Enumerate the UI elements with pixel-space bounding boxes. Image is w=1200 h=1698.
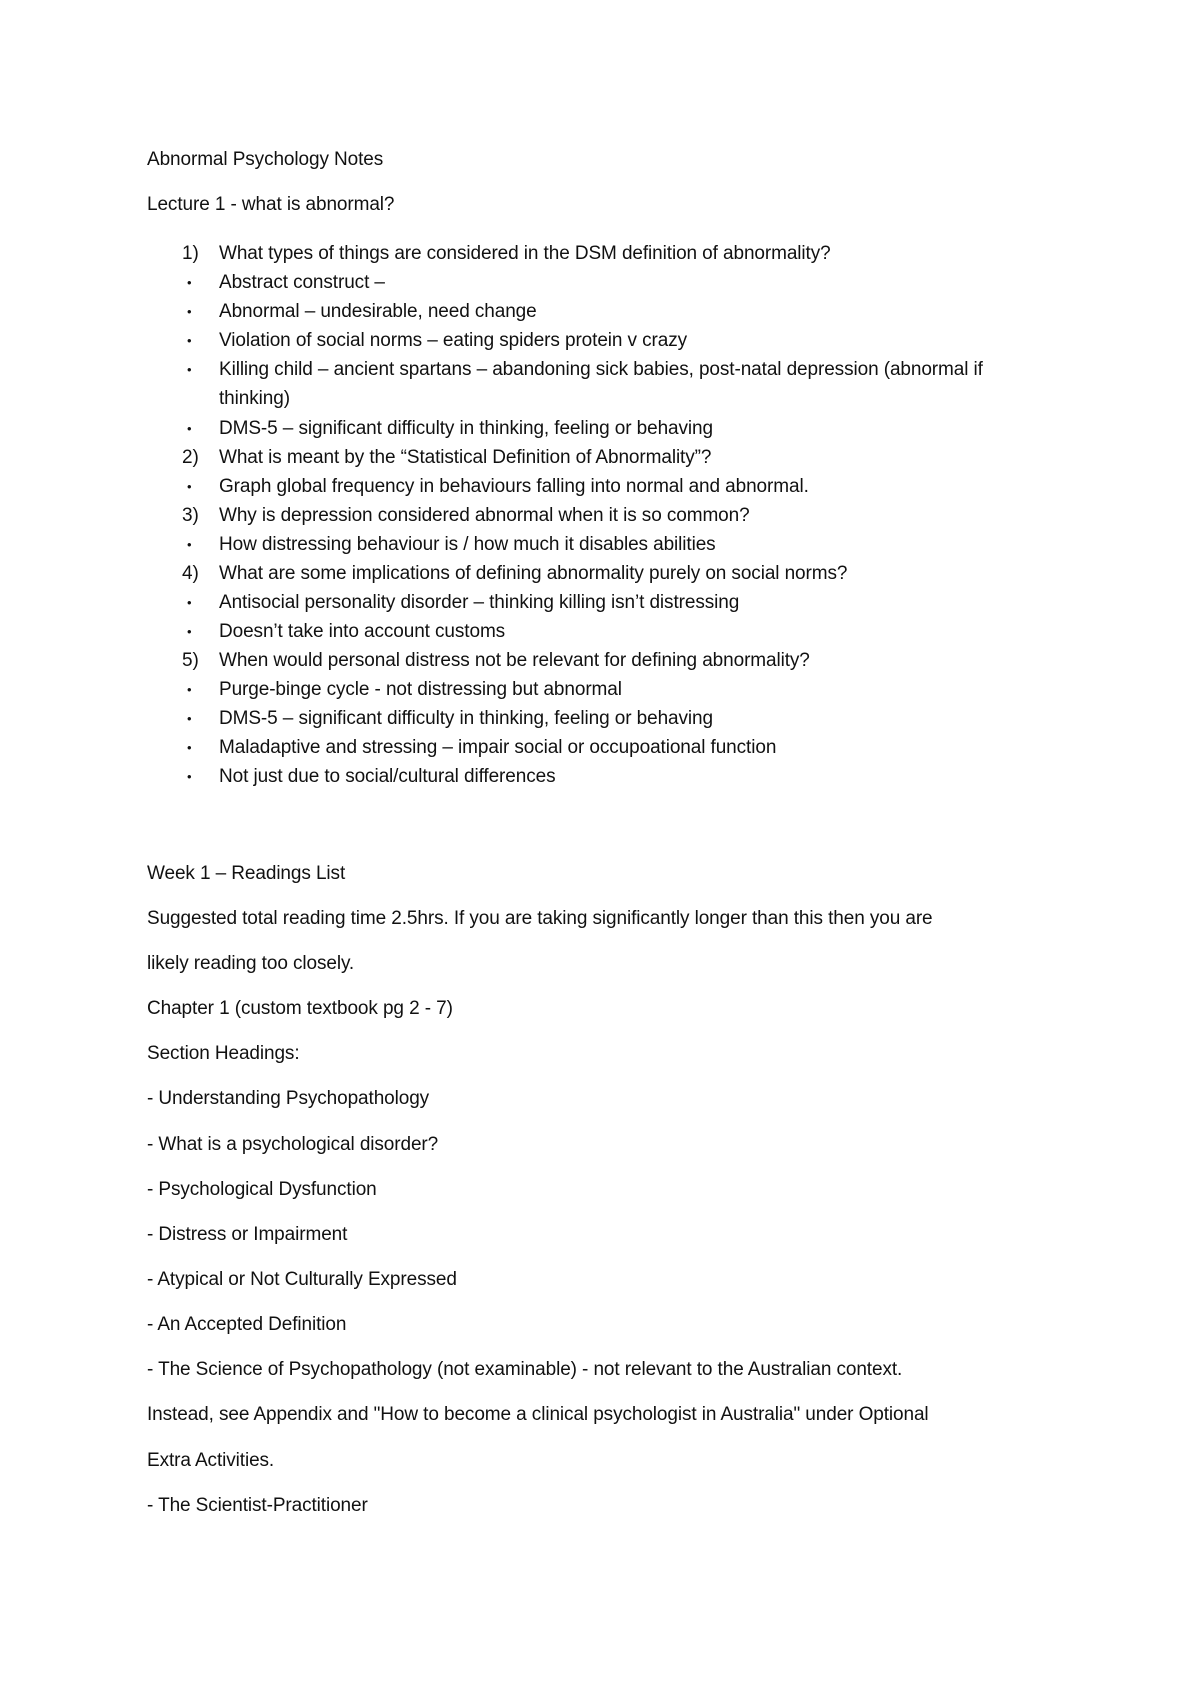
bullet-icon: • [187, 479, 192, 494]
lecture-heading: Lecture 1 - what is abnormal? [147, 194, 395, 215]
section-heading-item: - Understanding Psychopathology [147, 1088, 430, 1109]
bullet-item [147, 617, 1047, 646]
bullet-icon: • [187, 769, 192, 784]
bullet-item [147, 704, 1047, 733]
list-item-text: Why is depression considered abnormal when it is so common? [219, 505, 750, 526]
bullet-icon: • [187, 740, 192, 755]
list-marker: 5) [182, 650, 199, 671]
list-item-text: Graph global frequency in behaviours falling into normal and abnormal. [219, 476, 809, 497]
bullet-item [147, 733, 1047, 762]
bullet-icon: • [187, 275, 192, 290]
section-heading-item: - Psychological Dysfunction [147, 1179, 377, 1200]
bullet-icon: • [187, 304, 192, 319]
bullet-item [147, 268, 1047, 297]
section-heading-item: - What is a psychological disorder? [147, 1134, 439, 1155]
section-heading-item: - Atypical or Not Culturally Expressed [147, 1269, 457, 1290]
question-item [147, 239, 1047, 268]
bullet-item [147, 472, 1047, 501]
readings-line: Instead, see Appendix and "How to become a clinical psychologist in Australia" under Optional [147, 1404, 929, 1425]
bullet-icon: • [187, 537, 192, 552]
readings-line: likely reading too closely. [147, 953, 355, 974]
list-item-text: What are some implications of defining abnormality purely on social norms? [219, 563, 848, 584]
section-heading-item: - The Scientist-Practitioner [147, 1495, 368, 1516]
bullet-icon: • [187, 682, 192, 697]
list-marker: 4) [182, 563, 199, 584]
list-item-text: DMS-5 – significant difficulty in thinking, feeling or behaving [219, 708, 713, 729]
readings-line: Chapter 1 (custom textbook pg 2 - 7) [147, 998, 453, 1019]
bullet-icon: • [187, 362, 192, 377]
list-item-text: What types of things are considered in the DSM definition of abnormality? [219, 243, 831, 264]
readings-line: Suggested total reading time 2.5hrs. If you are taking significantly longer than this then you are [147, 908, 933, 929]
question-item [147, 501, 1047, 530]
bullet-item [147, 762, 1047, 791]
bullet-item [147, 675, 1047, 704]
list-item-text: Doesn’t take into account customs [219, 621, 506, 642]
list-item-text: Not just due to social/cultural differences [219, 766, 556, 787]
bullet-icon: • [187, 333, 192, 348]
question-item [147, 559, 1047, 588]
list-item-text: How distressing behaviour is / how much it disables abilities [219, 534, 716, 555]
readings-line: Section Headings: [147, 1043, 300, 1064]
bullet-icon: • [187, 624, 192, 639]
bullet-item [147, 326, 1047, 355]
bullet-icon: • [187, 711, 192, 726]
list-item-text: DMS-5 – significant difficulty in thinking, feeling or behaving [219, 418, 713, 439]
list-item-text: Abnormal – undesirable, need change [219, 301, 537, 322]
list-marker: 1) [182, 243, 199, 264]
bullet-item [147, 530, 1047, 559]
list-item-text: What is meant by the “Statistical Definition of Abnormality”? [219, 447, 712, 468]
list-item-text: Purge-binge cycle - not distressing but abnormal [219, 679, 622, 700]
bullet-icon: • [187, 595, 192, 610]
bullet-item [147, 414, 1047, 443]
bullet-icon: • [187, 421, 192, 436]
list-item-text: Violation of social norms – eating spiders protein v crazy [219, 330, 688, 351]
list-marker: 2) [182, 447, 199, 468]
bullet-item [147, 355, 1047, 413]
list-item-text: Maladaptive and stressing – impair social or occupoational function [219, 737, 777, 758]
list-marker: 3) [182, 505, 199, 526]
list-item-text: Abstract construct – [219, 272, 385, 293]
readings-heading: Week 1 – Readings List [147, 863, 346, 884]
section-heading-item: - An Accepted Definition [147, 1314, 347, 1335]
question-item [147, 443, 1047, 472]
section-heading-item: - The Science of Psychopathology (not examinable) - not relevant to the Australian context. [147, 1359, 903, 1380]
bullet-item [147, 588, 1047, 617]
document-title: Abnormal Psychology Notes [147, 149, 384, 170]
section-heading-item: - Distress or Impairment [147, 1224, 348, 1245]
question-item [147, 646, 1047, 675]
list-item-text: When would personal distress not be relevant for defining abnormality? [219, 650, 810, 671]
list-item-text: Antisocial personality disorder – thinking killing isn’t distressing [219, 592, 740, 613]
bullet-item [147, 297, 1047, 326]
readings-line: Extra Activities. [147, 1450, 275, 1471]
list-item-text: Killing child – ancient spartans – abandoning sick babies, post-natal depression (abnormal if thinking) [219, 359, 983, 409]
